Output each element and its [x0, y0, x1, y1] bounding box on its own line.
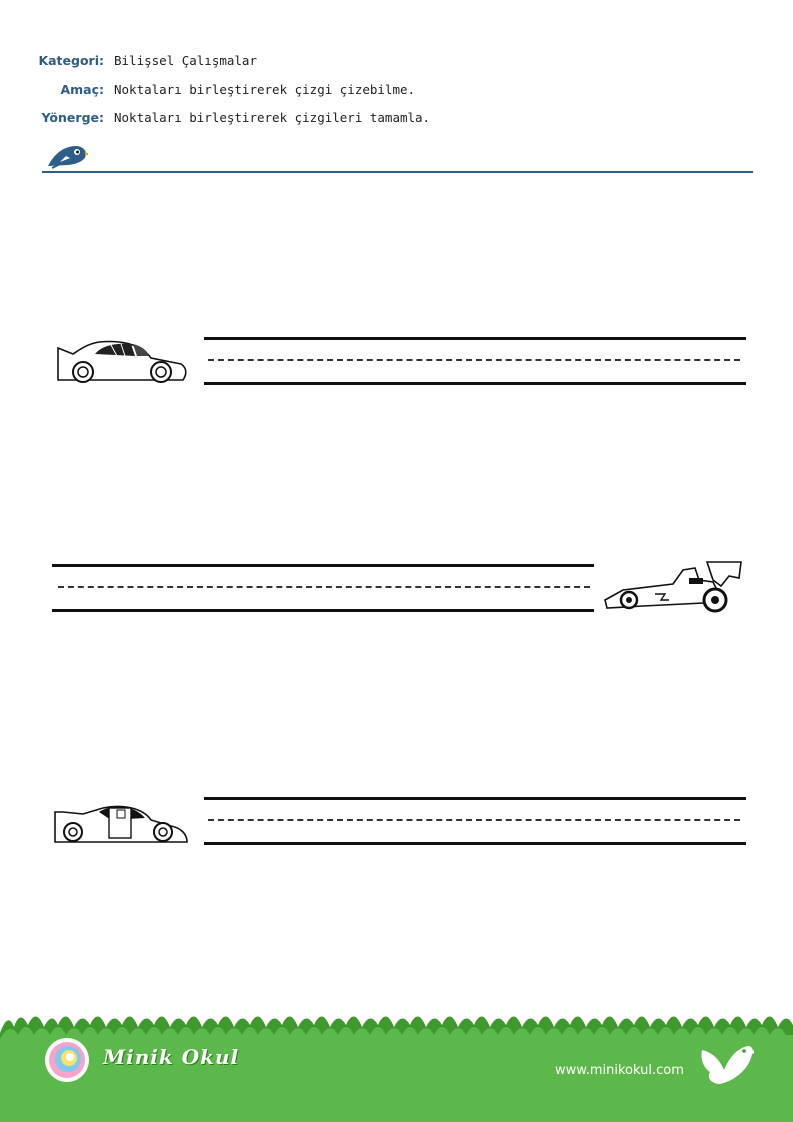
footer-url[interactable]: www.minikokul.com — [555, 1063, 684, 1078]
kategori-value: Bilişsel Çalışmalar — [114, 52, 257, 68]
header-row-amac — [0, 79, 415, 99]
header-row-yonerge — [0, 107, 430, 127]
footer-bird-icon — [698, 1040, 754, 1086]
dashed-line-3[interactable] — [208, 819, 740, 821]
dashed-line-2[interactable] — [58, 586, 590, 588]
tracing-track-3[interactable] — [204, 797, 746, 845]
dashed-line-1[interactable] — [208, 359, 740, 361]
tracing-track-2[interactable] — [52, 564, 594, 612]
header-divider — [42, 171, 753, 173]
race-car-icon — [55, 330, 189, 388]
minik-okul-logo-icon — [44, 1037, 90, 1083]
tracing-track-1[interactable] — [204, 337, 746, 385]
amac-label: Amaç: — [60, 81, 104, 97]
yonerge-value: Noktaları birleştirerek çizgileri tamamla. — [114, 109, 431, 125]
gt-car-icon — [53, 800, 191, 848]
formula-car-icon — [603, 560, 745, 616]
header-row-kategori — [0, 50, 257, 70]
brand-name: Minik Okul — [103, 1045, 240, 1069]
kategori-label: Kategori: — [38, 52, 104, 68]
yonerge-label: Yönerge: — [41, 109, 104, 125]
amac-value: Noktaları birleştirerek çizgi çizebilme. — [114, 81, 416, 97]
bird-icon — [46, 140, 88, 170]
